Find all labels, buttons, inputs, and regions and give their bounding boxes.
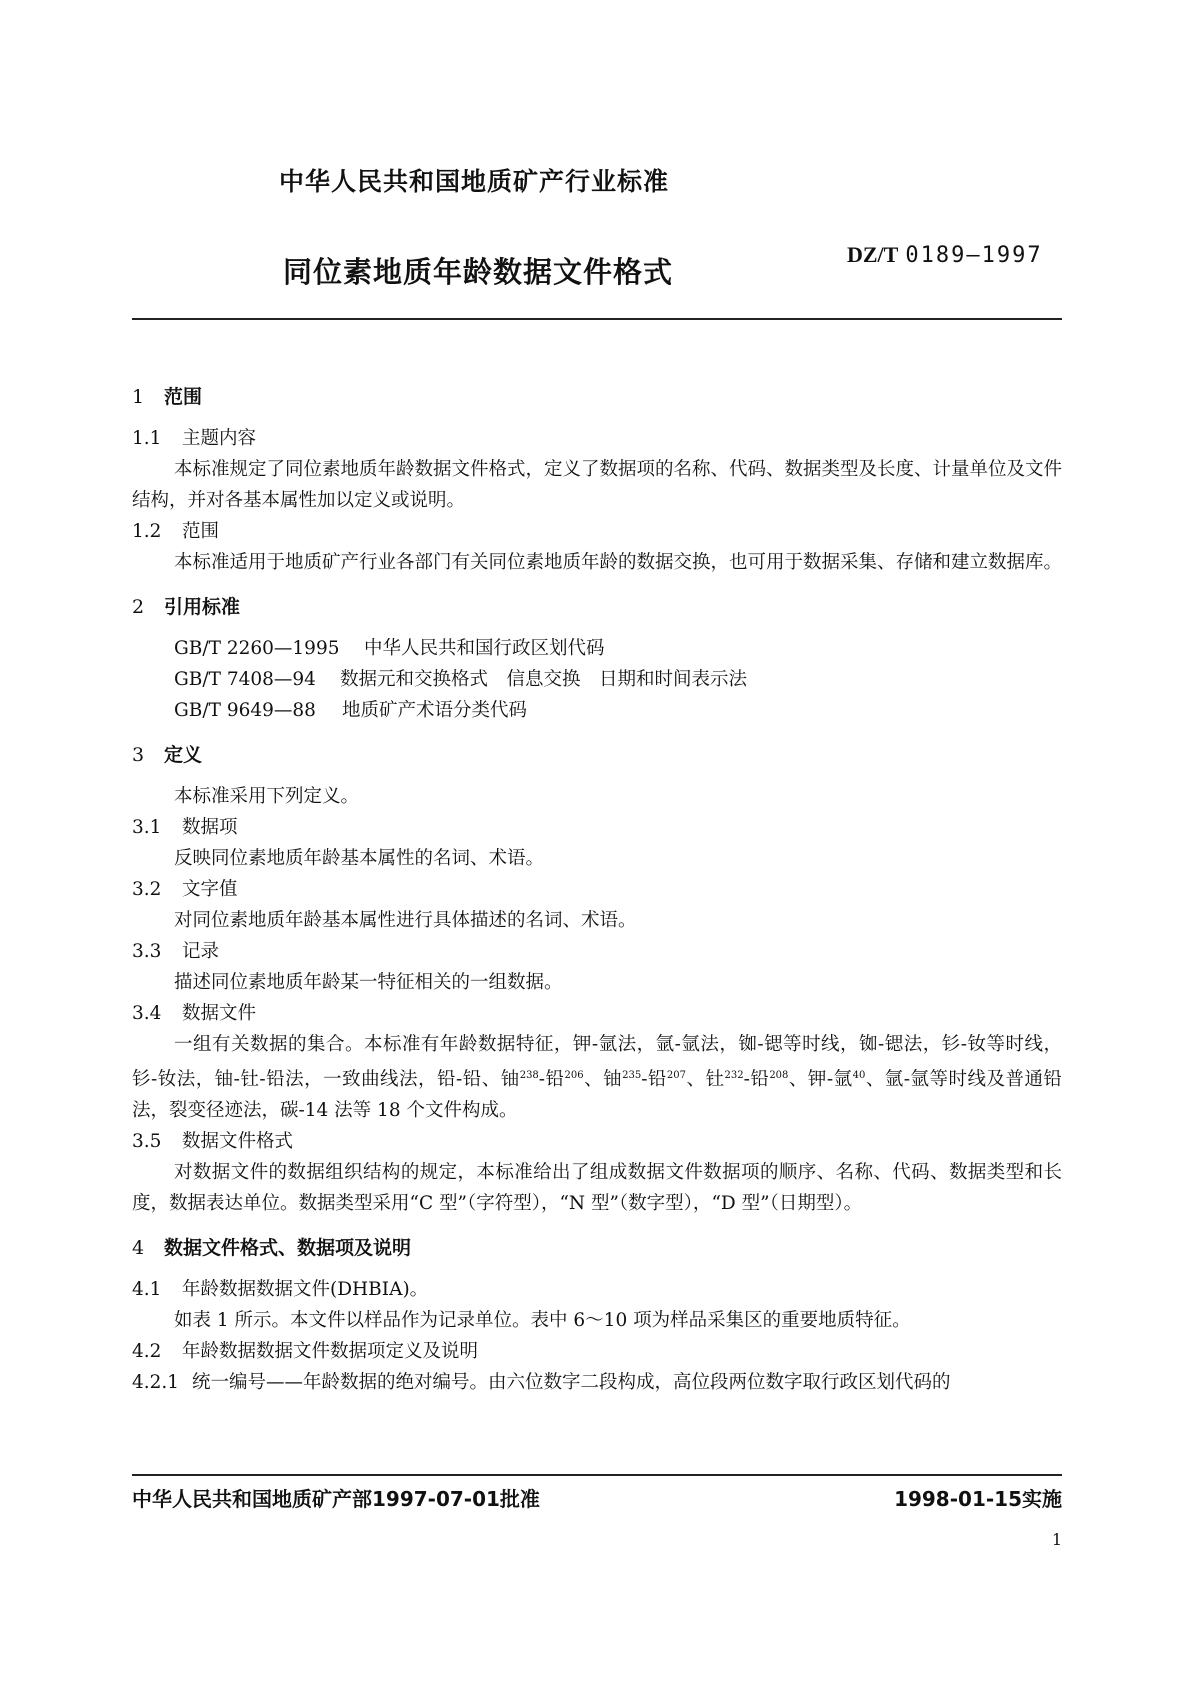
reference-item: GB/T 2260—1995 中华人民共和国行政区划代码 (174, 638, 605, 659)
standard-code-number: 0189—1997 (905, 243, 1043, 268)
paragraph: 本标准适用于地质矿产行业各部门有关同位素地质年龄的数据交换，也可用于数据采集、存储和建立数据库。 (174, 552, 1063, 573)
subsection-heading: 3.5 数据文件格式 (132, 1131, 294, 1153)
section-heading: 4 数据文件格式、数据项及说明 (132, 1237, 412, 1260)
subsection-heading: 1.1 主题内容 (132, 428, 257, 449)
paragraph: 对数据文件的数据组织结构的规定，本标准给出了组成数据文件数据项的顺序、名称、代码、数据类型和长度，数据表达单位。数据类型采用“C 型”（字符型），“N 型”（数字型），“D 型”（日期型）。 (132, 1162, 1062, 1215)
subsection-heading: 4.2.1 统一编号——年龄数据的绝对编号。由六位数字二段构成，高位段两位数字取行政区划代码的 (132, 1372, 951, 1394)
section-heading: 2 引用标准 (132, 596, 241, 618)
approval-line: 中华人民共和国地质矿产部1997-07-01批准 (132, 1487, 540, 1511)
subsection-heading: 4.1 年龄数据数据文件(DHBIA)。 (132, 1279, 429, 1301)
subsection-heading: 3.1 数据项 (132, 817, 238, 838)
standard-code (847, 242, 1043, 268)
subsection-heading: 3.3 记录 (132, 941, 220, 962)
subsection-heading: 3.4 数据文件 (132, 1003, 257, 1024)
reference-item: GB/T 7408—94 数据元和交换格式 信息交换 日期和时间表示法 (174, 669, 748, 690)
paragraph: 对同位素地质年龄基本属性进行具体描述的名词、术语。 (174, 910, 637, 931)
paragraph: 反映同位素地质年龄基本属性的名词、术语。 (174, 848, 545, 869)
paragraph: 一组有关数据的集合。本标准有年龄数据特征，钾-氩法，氩-氩法，铷-锶等时线，铷-锶法，钐-钕等时线，钐-钕法，铀-钍-铅法，一致曲线法，铅-铅、铀$^{238}$-铅$^{206}$、铀$^{235}$-铅$^{207}$、钍$^{232}$-铅$^{208}$、钾-氩$^{40}$、氩-氩等时线及普通铅法，裂变径迹法，碳-14 法等 18 个文件构成。 (132, 1034, 1062, 1122)
subsection-heading: 3.2 文字值 (132, 879, 238, 900)
implementation-date: 1998-01-15实施 (894, 1487, 1062, 1511)
standard-code-prefix: DZ/T (847, 242, 899, 267)
paragraph: 本标准规定了同位素地质年龄数据文件格式，定义了数据项的名称、代码、数据类型及长度、计量单位及文件结构，并对各基本属性加以定义或说明。 (132, 459, 1063, 511)
paragraph: 如表 1 所示。本文件以样品作为记录单位。表中 6～10 项为样品采集区的重要地质特征。 (174, 1310, 911, 1332)
header-rule (132, 318, 1062, 320)
paragraph: 描述同位素地质年龄某一特征相关的一组数据。 (174, 972, 563, 993)
section-heading: 3 定义 (132, 744, 203, 766)
subsection-heading: 1.2 范围 (132, 521, 220, 542)
subsection-heading: 4.2 年龄数据数据文件数据项定义及说明 (132, 1341, 479, 1363)
paragraph: 本标准采用下列定义。 (174, 786, 360, 807)
document-title: 同位素地质年龄数据文件格式 (283, 255, 674, 289)
section-heading: 1 范围 (132, 386, 203, 408)
reference-item: GB/T 9649—88 地质矿产术语分类代码 (174, 700, 528, 721)
page-number: 1 (1051, 1530, 1062, 1549)
standard-category: 中华人民共和国地质矿产行业标准 (279, 167, 670, 196)
footer-rule (132, 1474, 1062, 1476)
document-body (132, 382, 1062, 1398)
